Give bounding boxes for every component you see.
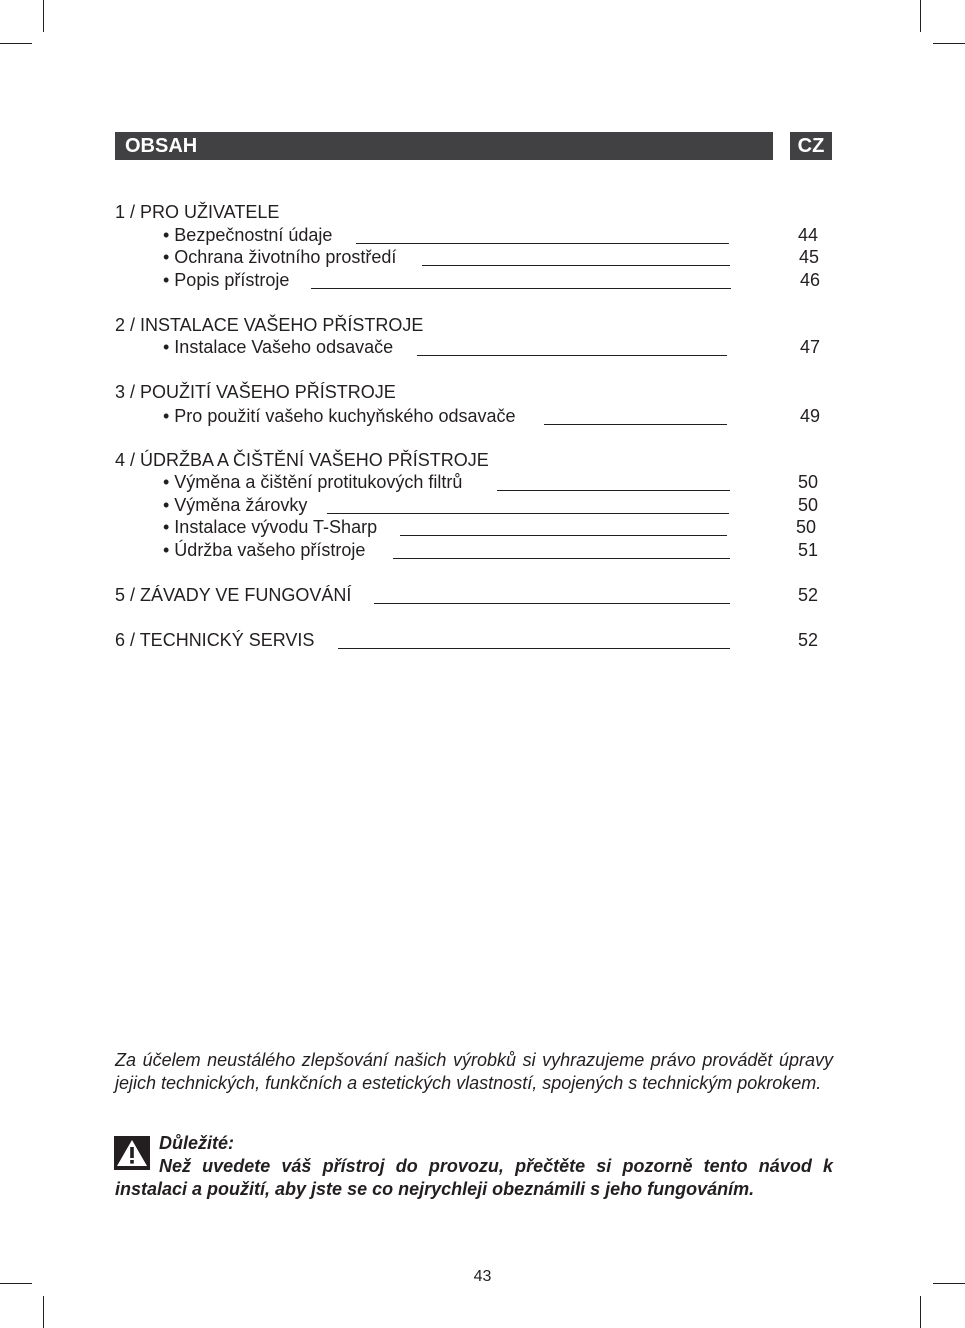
toc-label: • Pro použití vašeho kuchyňského odsavače [163, 406, 516, 426]
toc-label: • Instalace Vašeho odsavače [163, 337, 394, 357]
toc-entry[interactable] [0, 629, 965, 651]
crop-mark [933, 43, 965, 44]
toc-entry[interactable] [0, 471, 965, 493]
warning-text: Než uvedete váš přístroj do provozu, přečtěte si pozorně tento návod k instalaci a použití, aby jste se co nejrychleji obeznámili s jeho fungováním. [115, 1156, 833, 1199]
leader-line [338, 648, 730, 649]
crop-mark [920, 1296, 921, 1328]
toc-label: • Údržba vašeho přístroje [163, 540, 366, 560]
crop-mark [920, 0, 921, 32]
crop-mark [0, 43, 32, 44]
toc-entry[interactable] [0, 494, 965, 516]
toc-label: • Výměna a čištění protitukových filtrů [163, 472, 463, 492]
toc-entry[interactable] [0, 224, 965, 246]
toc-label: • Popis přístroje [163, 270, 290, 290]
crop-mark [43, 1296, 44, 1328]
toc-label: • Instalace vývodu T-Sharp [163, 517, 378, 537]
toc-page-number: 47 [799, 337, 820, 357]
toc-heading [0, 381, 965, 403]
leader-line [393, 558, 730, 559]
toc-page-number: 44 [797, 225, 818, 245]
toc-label: 3 / POUŽITÍ VAŠEHO PŘÍSTROJE [115, 382, 396, 402]
leader-line [356, 243, 729, 244]
leader-line [374, 603, 730, 604]
crop-mark [43, 0, 44, 32]
toc-page-number: 46 [799, 270, 820, 290]
leader-line [417, 355, 727, 356]
toc-page-number: 45 [798, 247, 819, 267]
section-title: OBSAH [115, 132, 773, 160]
page-number: 43 [473, 1268, 492, 1285]
toc-page-number: 52 [797, 585, 818, 605]
leader-line [544, 424, 727, 425]
leader-line [400, 535, 727, 536]
toc-heading [0, 201, 965, 223]
toc-label: 5 / ZÁVADY VE FUNGOVÁNÍ [115, 585, 352, 605]
toc-label: 6 / TECHNICKÝ SERVIS [115, 630, 315, 650]
toc-label: • Výměna žárovky [163, 495, 308, 515]
toc-label: 1 / PRO UŽIVATELE [115, 202, 280, 222]
toc-entry[interactable] [0, 246, 965, 268]
toc-label: • Ochrana životního prostředí [163, 247, 397, 267]
toc-page-number: 50 [797, 472, 818, 492]
leader-line [311, 288, 731, 289]
toc-label: • Bezpečnostní údaje [163, 225, 333, 245]
leader-line [422, 265, 730, 266]
toc-label: 4 / ÚDRŽBA A ČIŠTĚNÍ VAŠEHO PŘÍSTROJE [115, 450, 489, 470]
toc-page-number: 50 [795, 517, 816, 537]
improvement-notice: Za účelem neustálého zlepšování našich výrobků si vyhrazujeme právo provádět úpravy jejich technických, funkčních a estetických vlastností, spojených s technickým pokrokem. [115, 1050, 833, 1093]
toc-page-number: 52 [797, 630, 818, 650]
toc-heading [0, 314, 965, 336]
toc-entry[interactable] [0, 405, 965, 427]
language-badge: CZ [790, 132, 832, 160]
toc-page-number: 50 [797, 495, 818, 515]
leader-line [327, 513, 729, 514]
toc-entry[interactable] [0, 269, 965, 291]
toc-entry[interactable] [0, 336, 965, 358]
warning-title: Důležité: [159, 1133, 235, 1153]
toc-entry[interactable] [0, 539, 965, 561]
toc-page-number: 49 [799, 406, 820, 426]
toc-entry[interactable] [0, 516, 965, 538]
leader-line [497, 490, 730, 491]
toc-entry[interactable] [0, 584, 965, 606]
toc-heading [0, 449, 965, 471]
toc-label: 2 / INSTALACE VAŠEHO PŘÍSTROJE [115, 315, 424, 335]
toc-page-number: 51 [797, 540, 818, 560]
